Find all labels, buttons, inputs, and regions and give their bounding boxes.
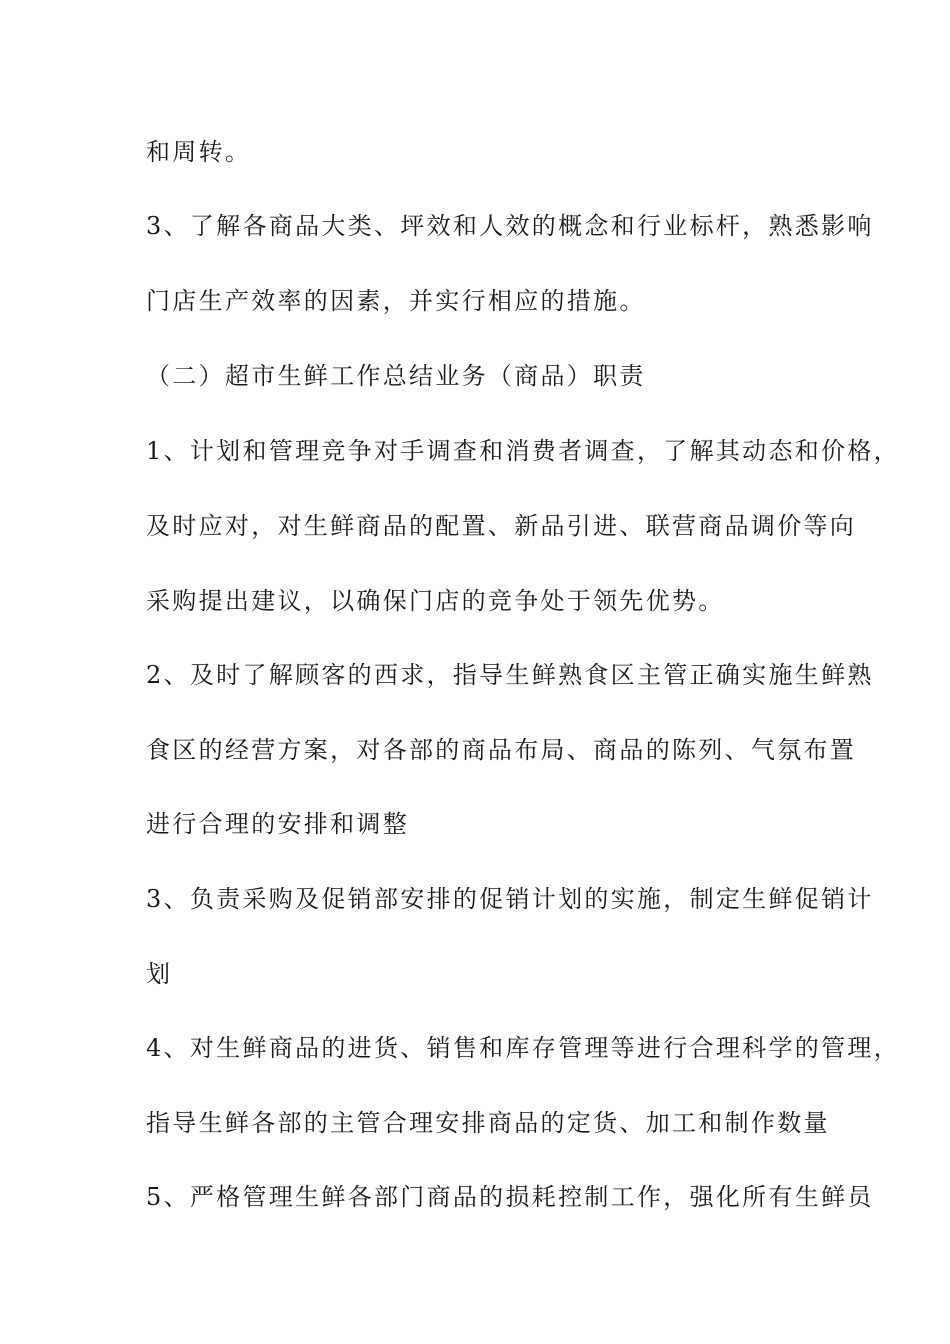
- text-line: 3、了解各商品大类、坪效和人效的概念和行业标杆，熟悉影响: [146, 212, 874, 240]
- text-line: 进行合理的安排和调整: [146, 810, 409, 838]
- section-heading: （二）超市生鲜工作总结业务（商品）职责: [146, 362, 646, 390]
- text-line: 5、严格管理生鲜各部门商品的损耗控制工作，强化所有生鲜员: [146, 1183, 874, 1211]
- text-line: 3、负责采购及促销部安排的促销计划的实施，制定生鲜促销计: [146, 885, 874, 913]
- text-line: 4、对生鲜商品的进货、销售和库存管理等进行合理科学的管理，: [146, 1034, 900, 1062]
- text-line: 门店生产效率的因素，并实行相应的措施。: [146, 287, 646, 315]
- text-line: 2、及时了解顾客的西求，指导生鲜熟食区主管正确实施生鲜熟: [146, 661, 874, 689]
- text-line: 及时应对，对生鲜商品的配置、新品引进、联营商品调价等向: [146, 512, 857, 540]
- text-line: 指导生鲜各部的主管合理安排商品的定货、加工和制作数量: [146, 1109, 830, 1137]
- text-line: 1、计划和管理竞争对手调查和消费者调查，了解其动态和价格，: [146, 437, 900, 465]
- text-line: 和周转。: [146, 138, 252, 166]
- text-line: 食区的经营方案，对各部的商品布局、商品的陈列、气氛布置: [146, 736, 857, 764]
- text-line: 采购提出建议，以确保门店的竞争处于领先优势。: [146, 587, 725, 615]
- text-line: 划: [146, 960, 173, 988]
